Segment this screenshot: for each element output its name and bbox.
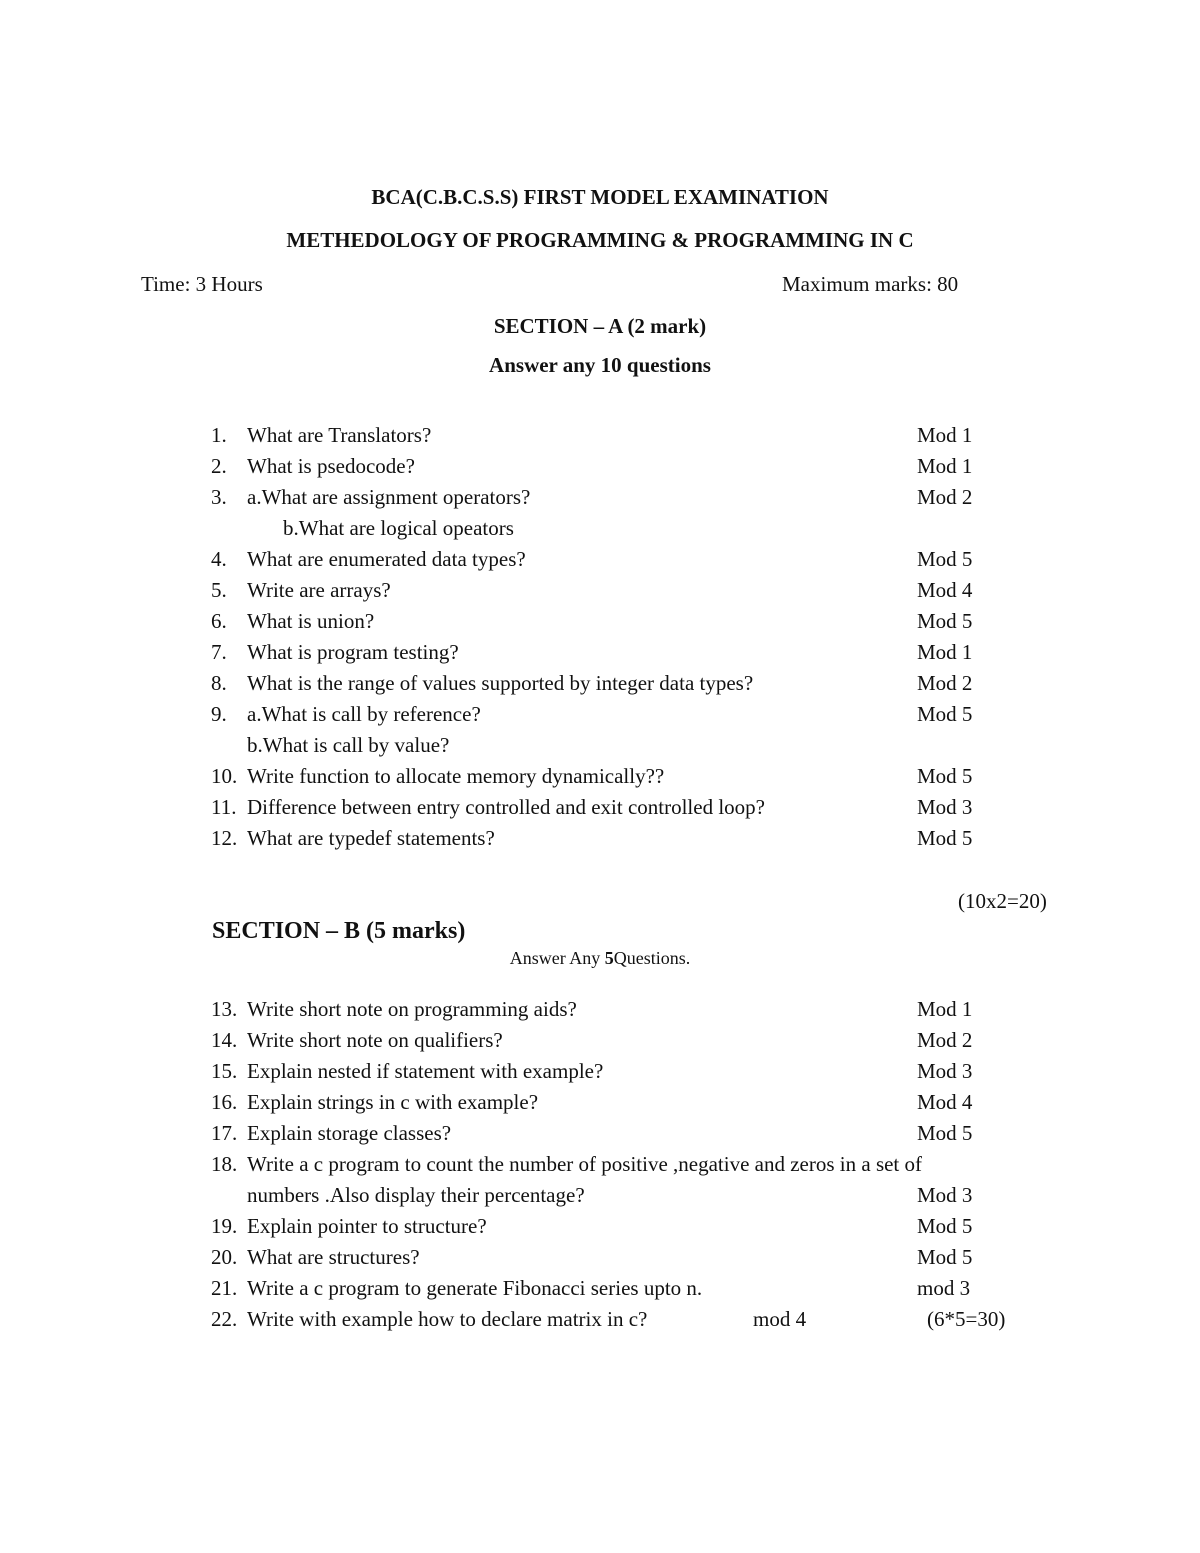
question-number: 16. bbox=[211, 1090, 238, 1114]
exam-title: BCA(C.B.C.S.S) FIRST MODEL EXAMINATION bbox=[371, 185, 829, 209]
question-row bbox=[0, 1152, 1200, 1183]
module-label: Mod 5 bbox=[917, 1214, 973, 1238]
module-label: Mod 1 bbox=[917, 640, 973, 664]
module-label: Mod 5 bbox=[917, 1245, 973, 1269]
module-label: Mod 5 bbox=[917, 702, 973, 726]
question-text: Write are arrays? bbox=[247, 578, 391, 602]
instruction-text: Questions. bbox=[613, 948, 691, 968]
question-number: 6. bbox=[211, 609, 227, 633]
module-label: Mod 2 bbox=[917, 1028, 973, 1052]
question-number: 10. bbox=[211, 764, 238, 788]
question-number: 14. bbox=[211, 1028, 238, 1052]
module-label: Mod 1 bbox=[917, 423, 973, 447]
question-row bbox=[0, 423, 1200, 454]
question-number: 4. bbox=[211, 547, 227, 571]
question-number: 18. bbox=[211, 1152, 238, 1176]
question-text: Explain pointer to structure? bbox=[247, 1214, 487, 1238]
question-row bbox=[0, 1090, 1200, 1121]
question-text: Explain strings in c with example? bbox=[247, 1090, 539, 1114]
question-row-continued bbox=[0, 1183, 1200, 1214]
question-row bbox=[0, 1028, 1200, 1059]
subject-title: METHEDOLOGY OF PROGRAMMING & PROGRAMMING IN C bbox=[286, 228, 914, 252]
max-marks-label: Maximum marks: 80 bbox=[782, 272, 959, 296]
question-row bbox=[0, 1307, 1200, 1338]
module-label: Mod 2 bbox=[917, 485, 973, 509]
module-label: Mod 3 bbox=[917, 1059, 973, 1083]
module-label: Mod 4 bbox=[917, 578, 973, 602]
module-label: Mod 5 bbox=[917, 764, 973, 788]
module-label: Mod 5 bbox=[917, 609, 973, 633]
question-row bbox=[0, 547, 1200, 578]
question-number: 20. bbox=[211, 1245, 238, 1269]
question-number: 3. bbox=[211, 485, 227, 509]
module-label: Mod 5 bbox=[917, 547, 973, 571]
question-row bbox=[0, 485, 1200, 516]
question-text: What are Translators? bbox=[247, 423, 432, 447]
question-text: Write with example how to declare matrix in c? bbox=[247, 1307, 648, 1331]
question-text: Write a c program to generate Fibonacci series upto n. bbox=[247, 1276, 703, 1300]
question-text: What is union? bbox=[247, 609, 375, 633]
section-a-instruction: Answer any 10 questions bbox=[489, 353, 711, 377]
module-label: Mod 3 bbox=[917, 1183, 973, 1207]
question-text: Explain nested if statement with example? bbox=[247, 1059, 604, 1083]
question-number: 15. bbox=[211, 1059, 238, 1083]
module-label: mod 3 bbox=[917, 1276, 971, 1300]
question-number: 22. bbox=[211, 1307, 238, 1331]
instruction-text: Answer Any bbox=[509, 948, 605, 968]
question-row bbox=[0, 1245, 1200, 1276]
question-row bbox=[0, 578, 1200, 609]
question-text: numbers .Also display their percentage? bbox=[247, 1183, 585, 1207]
question-number: 11. bbox=[211, 795, 237, 819]
module-label: Mod 5 bbox=[917, 826, 973, 850]
question-row bbox=[0, 609, 1200, 640]
question-subpart: b.What is call by value? bbox=[247, 733, 450, 757]
question-number: 21. bbox=[211, 1276, 238, 1300]
module-label: Mod 2 bbox=[917, 671, 973, 695]
module-label: mod 4 bbox=[753, 1307, 807, 1331]
question-number: 12. bbox=[211, 826, 238, 850]
question-row bbox=[0, 997, 1200, 1028]
instruction-count: 5 bbox=[604, 948, 614, 968]
question-text: What are typedef statements? bbox=[247, 826, 495, 850]
question-number: 2. bbox=[211, 454, 227, 478]
module-label: Mod 4 bbox=[917, 1090, 973, 1114]
question-text: Write function to allocate memory dynamically?? bbox=[247, 764, 665, 788]
question-row bbox=[0, 454, 1200, 485]
question-number: 7. bbox=[211, 640, 227, 664]
question-number: 1. bbox=[211, 423, 227, 447]
question-row bbox=[0, 702, 1200, 733]
question-number: 8. bbox=[211, 671, 227, 695]
question-text: Write a c program to count the number of positive ,negative and zeros in a set of bbox=[247, 1152, 923, 1176]
question-text: What are enumerated data types? bbox=[247, 547, 526, 571]
question-text: What are structures? bbox=[247, 1245, 420, 1269]
question-text: a.What are assignment operators? bbox=[247, 485, 531, 509]
question-text: a.What is call by reference? bbox=[247, 702, 481, 726]
question-row bbox=[0, 1276, 1200, 1307]
section-b-instruction bbox=[0, 948, 1200, 969]
question-number: 13. bbox=[211, 997, 238, 1021]
question-number: 19. bbox=[211, 1214, 238, 1238]
question-row bbox=[0, 1059, 1200, 1090]
section-b-total: (6*5=30) bbox=[927, 1307, 1006, 1331]
question-row bbox=[0, 640, 1200, 671]
module-label: Mod 5 bbox=[917, 1121, 973, 1145]
module-label: Mod 3 bbox=[917, 795, 973, 819]
question-text: What is the range of values supported by integer data types? bbox=[247, 671, 754, 695]
question-text: Write short note on qualifiers? bbox=[247, 1028, 503, 1052]
question-text: Difference between entry controlled and exit controlled loop? bbox=[247, 795, 765, 819]
section-a-total: (10x2=20) bbox=[958, 889, 1047, 913]
question-number: 17. bbox=[211, 1121, 238, 1145]
question-text: What is psedocode? bbox=[247, 454, 415, 478]
section-a-heading: SECTION – A (2 mark) bbox=[493, 314, 707, 338]
question-subpart: b.What are logical opeators bbox=[283, 516, 514, 540]
module-label: Mod 1 bbox=[917, 997, 973, 1021]
question-row bbox=[0, 671, 1200, 702]
question-row bbox=[0, 764, 1200, 795]
question-row bbox=[0, 795, 1200, 826]
question-row bbox=[0, 1121, 1200, 1152]
section-b-heading: SECTION – B (5 marks) bbox=[212, 918, 466, 944]
question-row bbox=[0, 826, 1200, 857]
question-text: Write short note on programming aids? bbox=[247, 997, 577, 1021]
question-number: 5. bbox=[211, 578, 227, 602]
question-number: 9. bbox=[211, 702, 227, 726]
question-text: Explain storage classes? bbox=[247, 1121, 452, 1145]
time-label: Time: 3 Hours bbox=[141, 272, 263, 296]
question-text: What is program testing? bbox=[247, 640, 459, 664]
question-row bbox=[0, 1214, 1200, 1245]
module-label: Mod 1 bbox=[917, 454, 973, 478]
